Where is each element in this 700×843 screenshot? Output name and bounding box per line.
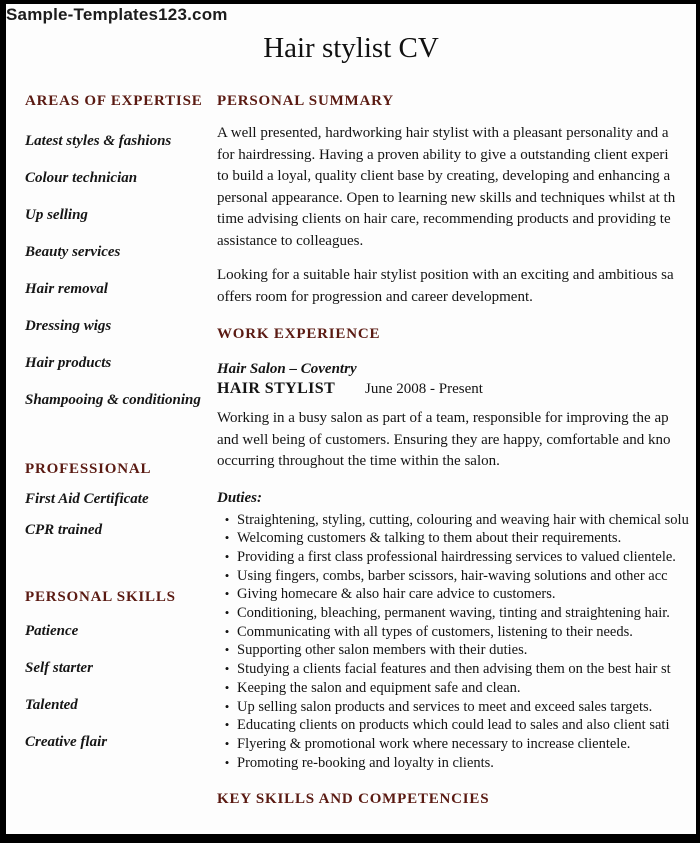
duty-text: Supporting other salon members with their duties.: [237, 642, 528, 659]
duty-item: [217, 529, 696, 548]
cv-columns: [6, 92, 696, 808]
duty-item: [217, 604, 696, 623]
personal-skill-item: Talented: [25, 697, 78, 713]
section-areas-of-expertise: [25, 92, 217, 409]
duty-text: Studying a clients facial features and then advising them on the best hair st: [237, 661, 671, 678]
paragraph-line: personal appearance. Open to learning new skills and techniques whilst at th: [217, 189, 676, 206]
duty-text: Educating clients on products which could lead to sales and also client sati: [237, 717, 670, 734]
duty-text: Communicating with all types of customers, listening to their needs.: [237, 623, 633, 640]
areas-of-expertise-heading: AREAS OF EXPERTISE: [25, 93, 203, 109]
watermark: Sample-Templates123.com: [6, 5, 228, 24]
duty-text: Promoting re-booking and loyalty in clients.: [237, 754, 494, 771]
duty-item: [217, 735, 696, 754]
summary-paragraph-1: [217, 123, 696, 252]
section-personal-skills: [25, 588, 217, 751]
expertise-item: Colour technician: [25, 170, 138, 186]
duty-text: Keeping the salon and equipment safe and clean.: [237, 679, 521, 696]
job-title-row: [217, 380, 696, 398]
personal-skill-item: Self starter: [25, 660, 93, 676]
bullet-icon: •: [224, 623, 230, 639]
expertise-item: Shampooing & conditioning: [25, 392, 201, 408]
bullet-icon: •: [224, 548, 230, 564]
bullet-icon: •: [224, 754, 230, 770]
personal-skill-item: Creative flair: [25, 734, 108, 750]
expertise-item: Up selling: [25, 207, 88, 223]
paragraph-line: offers room for progression and career development.: [217, 288, 533, 305]
bullet-icon: •: [224, 679, 230, 695]
bullet-icon: •: [224, 567, 230, 583]
bullet-icon: •: [224, 661, 230, 677]
bullet-icon: •: [224, 586, 230, 602]
duty-text: Providing a first class professional hairdressing services to valued clientele.: [237, 548, 676, 565]
job-description: [217, 408, 696, 473]
expertise-item: Dressing wigs: [25, 318, 112, 334]
sidebar: [6, 92, 217, 808]
personal-skill-item: Patience: [25, 623, 79, 639]
key-skills-heading: KEY SKILLS AND COMPETENCIES: [217, 791, 490, 808]
summary-paragraph-2: [217, 265, 696, 308]
duty-text: Straightening, styling, cutting, colouring and weaving hair with chemical solu: [237, 511, 689, 528]
bullet-icon: •: [224, 511, 230, 527]
bullet-icon: •: [224, 698, 230, 714]
personal-skills-heading: PERSONAL SKILLS: [25, 589, 176, 605]
paragraph-line: time advising clients on hair care, recommending products and providing te: [217, 211, 671, 227]
bullet-icon: •: [224, 605, 230, 621]
paragraph-line: and well being of customers. Ensuring they are happy, comfortable and kno: [217, 431, 671, 448]
duty-item: [217, 567, 696, 586]
job-title: HAIR STYLIST: [217, 380, 336, 397]
expertise-item: Hair products: [25, 355, 112, 371]
paragraph-line: Looking for a suitable hair stylist position with an exciting and ambitious sa: [217, 267, 674, 283]
professional-item: CPR trained: [25, 522, 103, 538]
paragraph-line: assistance to colleagues.: [217, 232, 364, 249]
expertise-item: Latest styles & fashions: [25, 133, 172, 149]
bullet-icon: •: [224, 530, 230, 546]
employment-dates: June 2008 - Present: [365, 381, 483, 397]
duties-label: Duties:: [217, 489, 262, 506]
section-professional: [25, 460, 217, 539]
duty-text: Welcoming customers & talking to them about their requirements.: [237, 530, 622, 547]
main-column: [217, 92, 696, 808]
duty-item: [217, 716, 696, 735]
bullet-icon: •: [224, 717, 230, 733]
duty-item: [217, 511, 696, 530]
paragraph-line: occurring throughout the time within the salon.: [217, 453, 500, 469]
paragraph-line: Working in a busy salon as part of a team, responsible for improving the ap: [217, 410, 669, 426]
duty-item: [217, 754, 696, 773]
page-title: Hair stylist CV: [263, 32, 439, 64]
duty-item: [217, 623, 696, 642]
professional-heading: PROFESSIONAL: [25, 461, 152, 477]
paragraph-line: to build a loyal, quality client base by creating, developing and enhancing a: [217, 168, 671, 184]
cv-page: [6, 4, 696, 834]
duties-list: [217, 511, 696, 773]
duty-text: Giving homecare & also hair care advice to customers.: [237, 586, 556, 603]
paragraph-line: A well presented, hardworking hair stylist with a pleasant personality and a: [217, 125, 669, 141]
duty-item: [217, 548, 696, 567]
duty-item: [217, 585, 696, 604]
duty-text: Flyering & promotional work where necessary to increase clientele.: [237, 735, 631, 752]
bullet-icon: •: [224, 642, 230, 658]
duty-text: Conditioning, bleaching, permanent waving, tinting and straightening hair.: [237, 605, 670, 622]
duty-item: [217, 698, 696, 717]
duty-item: [217, 660, 696, 679]
work-experience-heading: WORK EXPERIENCE: [217, 326, 381, 342]
duty-item: [217, 679, 696, 698]
duty-text: Up selling salon products and services to meet and exceed sales targets.: [237, 698, 653, 715]
bullet-icon: •: [224, 735, 230, 751]
professional-item: First Aid Certificate: [25, 491, 149, 507]
duty-item: [217, 641, 696, 660]
paragraph-line: for hairdressing. Having a proven ability to give a outstanding client experi: [217, 146, 669, 163]
personal-summary-heading: PERSONAL SUMMARY: [217, 93, 394, 109]
employer-line: Hair Salon – Coventry: [217, 361, 357, 377]
duty-text: Using fingers, combs, barber scissors, hair-waving solutions and other acc: [237, 567, 668, 584]
expertise-item: Hair removal: [25, 281, 108, 297]
expertise-item: Beauty services: [25, 244, 121, 260]
